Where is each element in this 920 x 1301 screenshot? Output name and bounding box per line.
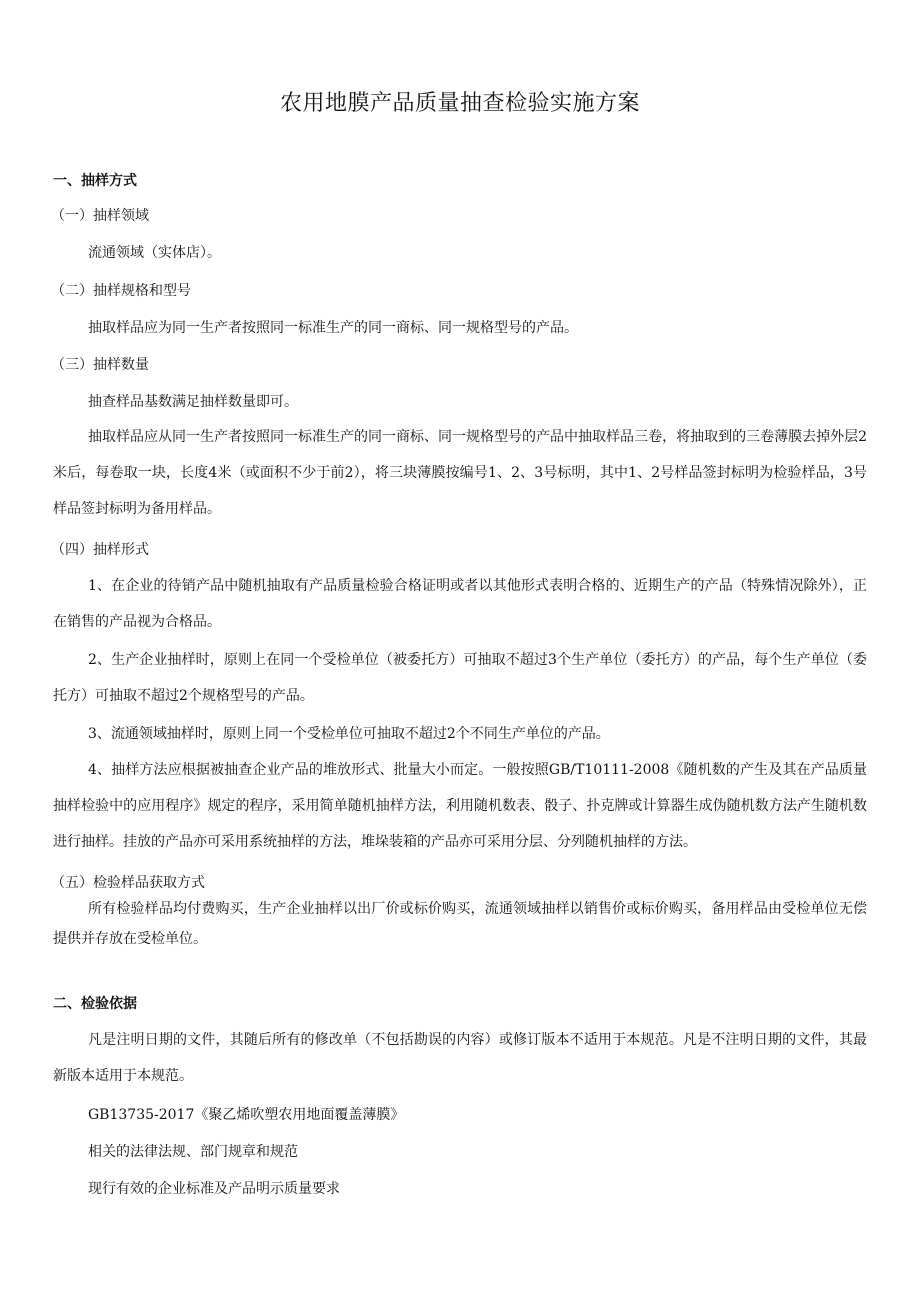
subheading-sampling-spec: （二）抽样规格和型号 [51,283,191,299]
subheading-sample-acquisition: （五）检验样品获取方式 [51,875,205,891]
paragraph-sampling-spec: 抽取样品应为同一生产者按照同一标准生产的同一商标、同一规格型号的产品。 [88,320,578,336]
paragraph-sampling-form-2: 2、生产企业抽样时，原则上在同一个受检单位（被委托方）可抽取不超过3个生产单位（委托方）的产品，每个生产单位（委托方）可抽取不超过2个规格型号的产品。 [53,652,867,704]
paragraph-sampling-procedure: 抽取样品应从同一生产者按照同一标准生产的同一商标、同一规格型号的产品中抽取样品三卷，将抽取到的三卷薄膜去掉外层2米后，每卷取一块，长度4米（或面积不少于前2），将三块薄膜按编号1、2、3号标明，其中1、2号样品签封标明为检验样品，3号样品签封标明为备用样品。 [53,429,867,517]
document-title: 农用地膜产品质量抽查检验实施方案 [279,91,640,116]
reference-enterprise-standards: 现行有效的企业标准及产品明示质量要求 [88,1181,340,1197]
paragraph-sample-acquisition: 所有检验样品均付费购买，生产企业抽样以出厂价或标价购买，流通领域抽样以销售价或标价购买，备用样品由受检单位无偿提供并存放在受检单位。 [53,901,867,947]
paragraph-sampling-form-1: 1、在企业的待销产品中随机抽取有产品质量检验合格证明或者以其他形式表明合格的、近期生产的产品（特殊情况除外），正在销售的产品视为合格品。 [53,578,867,630]
subheading-sampling-quantity: （三）抽样数量 [51,357,149,373]
paragraph-sampling-domain: 流通领域（实体店）。 [88,245,221,261]
paragraph-sampling-base: 抽查样品基数满足抽样数量即可。 [88,394,298,410]
subheading-sampling-form: （四）抽样形式 [51,542,149,558]
reference-regulations: 相关的法律法规、部门规章和规范 [88,1144,298,1160]
section-heading-sampling-method: 一、抽样方式 [53,173,137,189]
paragraph-inspection-basis: 凡是注明日期的文件，其随后所有的修改单（不包括勘误的内容）或修订版本不适用于本规范。凡是不注明日期的文件，其最新版本适用于本规范。 [53,1032,867,1084]
reference-standard: GB13735-2017《聚乙烯吹塑农用地面覆盖薄膜》 [88,1107,405,1123]
subheading-sampling-domain: （一）抽样领域 [51,208,149,224]
section-heading-inspection-basis: 二、检验依据 [53,996,137,1012]
paragraph-sampling-form-3: 3、流通领域抽样时，原则上同一个受检单位可抽取不超过2个不同生产单位的产品。 [88,726,610,742]
paragraph-sampling-form-4: 4、抽样方法应根据被抽查企业产品的堆放形式、批量大小而定。一般按照GB/T10111-2008《随机数的产生及其在产品质量抽样检验中的应用程序》规定的程序，采用简单随机抽样方法，利用随机数表、骰子、扑克牌或计算器生成伪随机数方法产生随机数进行抽样。挂放的产品亦可采用系统抽样的方法，堆垛装箱的产品亦可采用分层、分列随机抽样的方法。 [53,762,867,850]
